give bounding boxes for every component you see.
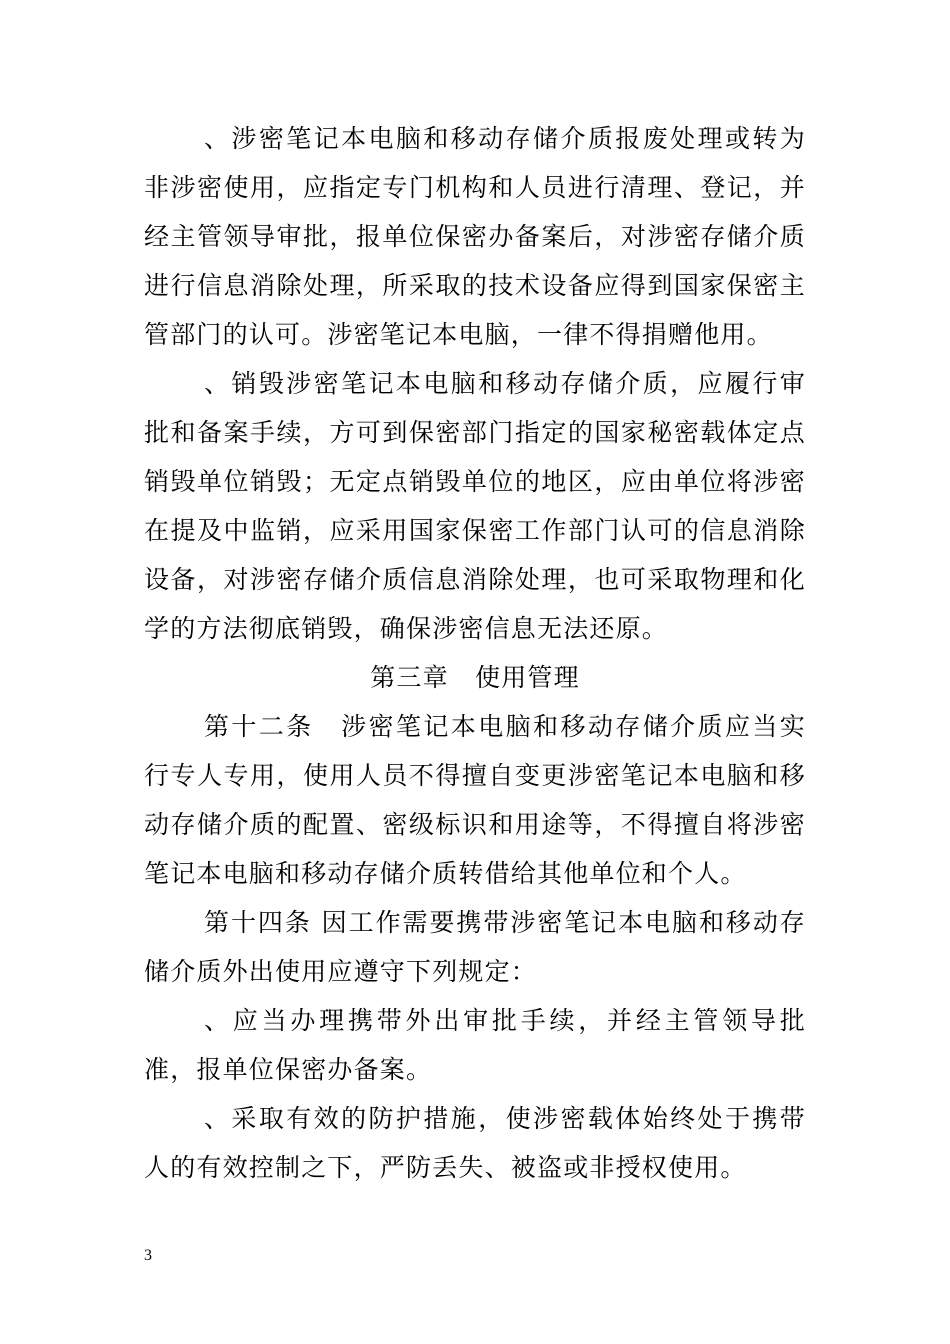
paragraph-destruction: 、销毁涉密笔记本电脑和移动存储介质，应履行审批和备案手续，方可到保密部门指定的国家秘密载体定点销毁单位销毁；无定点销毁单位的地区，应由单位将涉密在提及中监销，应采用国家保密工作部门认可的信息消除设备，对涉密存储介质信息消除处理，也可采取物理和化学的方法彻底销毁，确保涉密信息无法还原。 xyxy=(144,369,806,643)
document-body xyxy=(144,114,806,1192)
list-item-approval: 、应当办理携带外出审批手续，并经主管领导批准，报单位保密办备案。 xyxy=(144,1006,806,1084)
article-twelve: 第十二条 涉密笔记本电脑和移动存储介质应当实行专人专用，使用人员不得擅自变更涉密笔记本电脑和移动存储介质的配置、密级标识和用途等，不得擅自将涉密笔记本电脑和移动存储介质转借给其他单位和个人。 xyxy=(144,712,806,888)
paragraph-scrap-disposal: 、涉密笔记本电脑和移动存储介质报废处理或转为非涉密使用，应指定专门机构和人员进行清理、登记，并经主管领导审批，报单位保密办备案后，对涉密存储介质进行信息消除处理，所采取的技术设备应得到国家保密主管部门的认可。涉密笔记本电脑，一律不得捐赠他用。 xyxy=(144,124,806,349)
list-item-protection: 、采取有效的防护措施，使涉密载体始终处于携带人的有效控制之下，严防丢失、被盗或非授权使用。 xyxy=(144,1104,806,1182)
article-fourteen: 第十四条 因工作需要携带涉密笔记本电脑和移动存储介质外出使用应遵守下列规定： xyxy=(144,908,806,986)
chapter-heading: 第三章 使用管理 xyxy=(370,663,580,692)
page-number: 3 xyxy=(144,1247,152,1264)
